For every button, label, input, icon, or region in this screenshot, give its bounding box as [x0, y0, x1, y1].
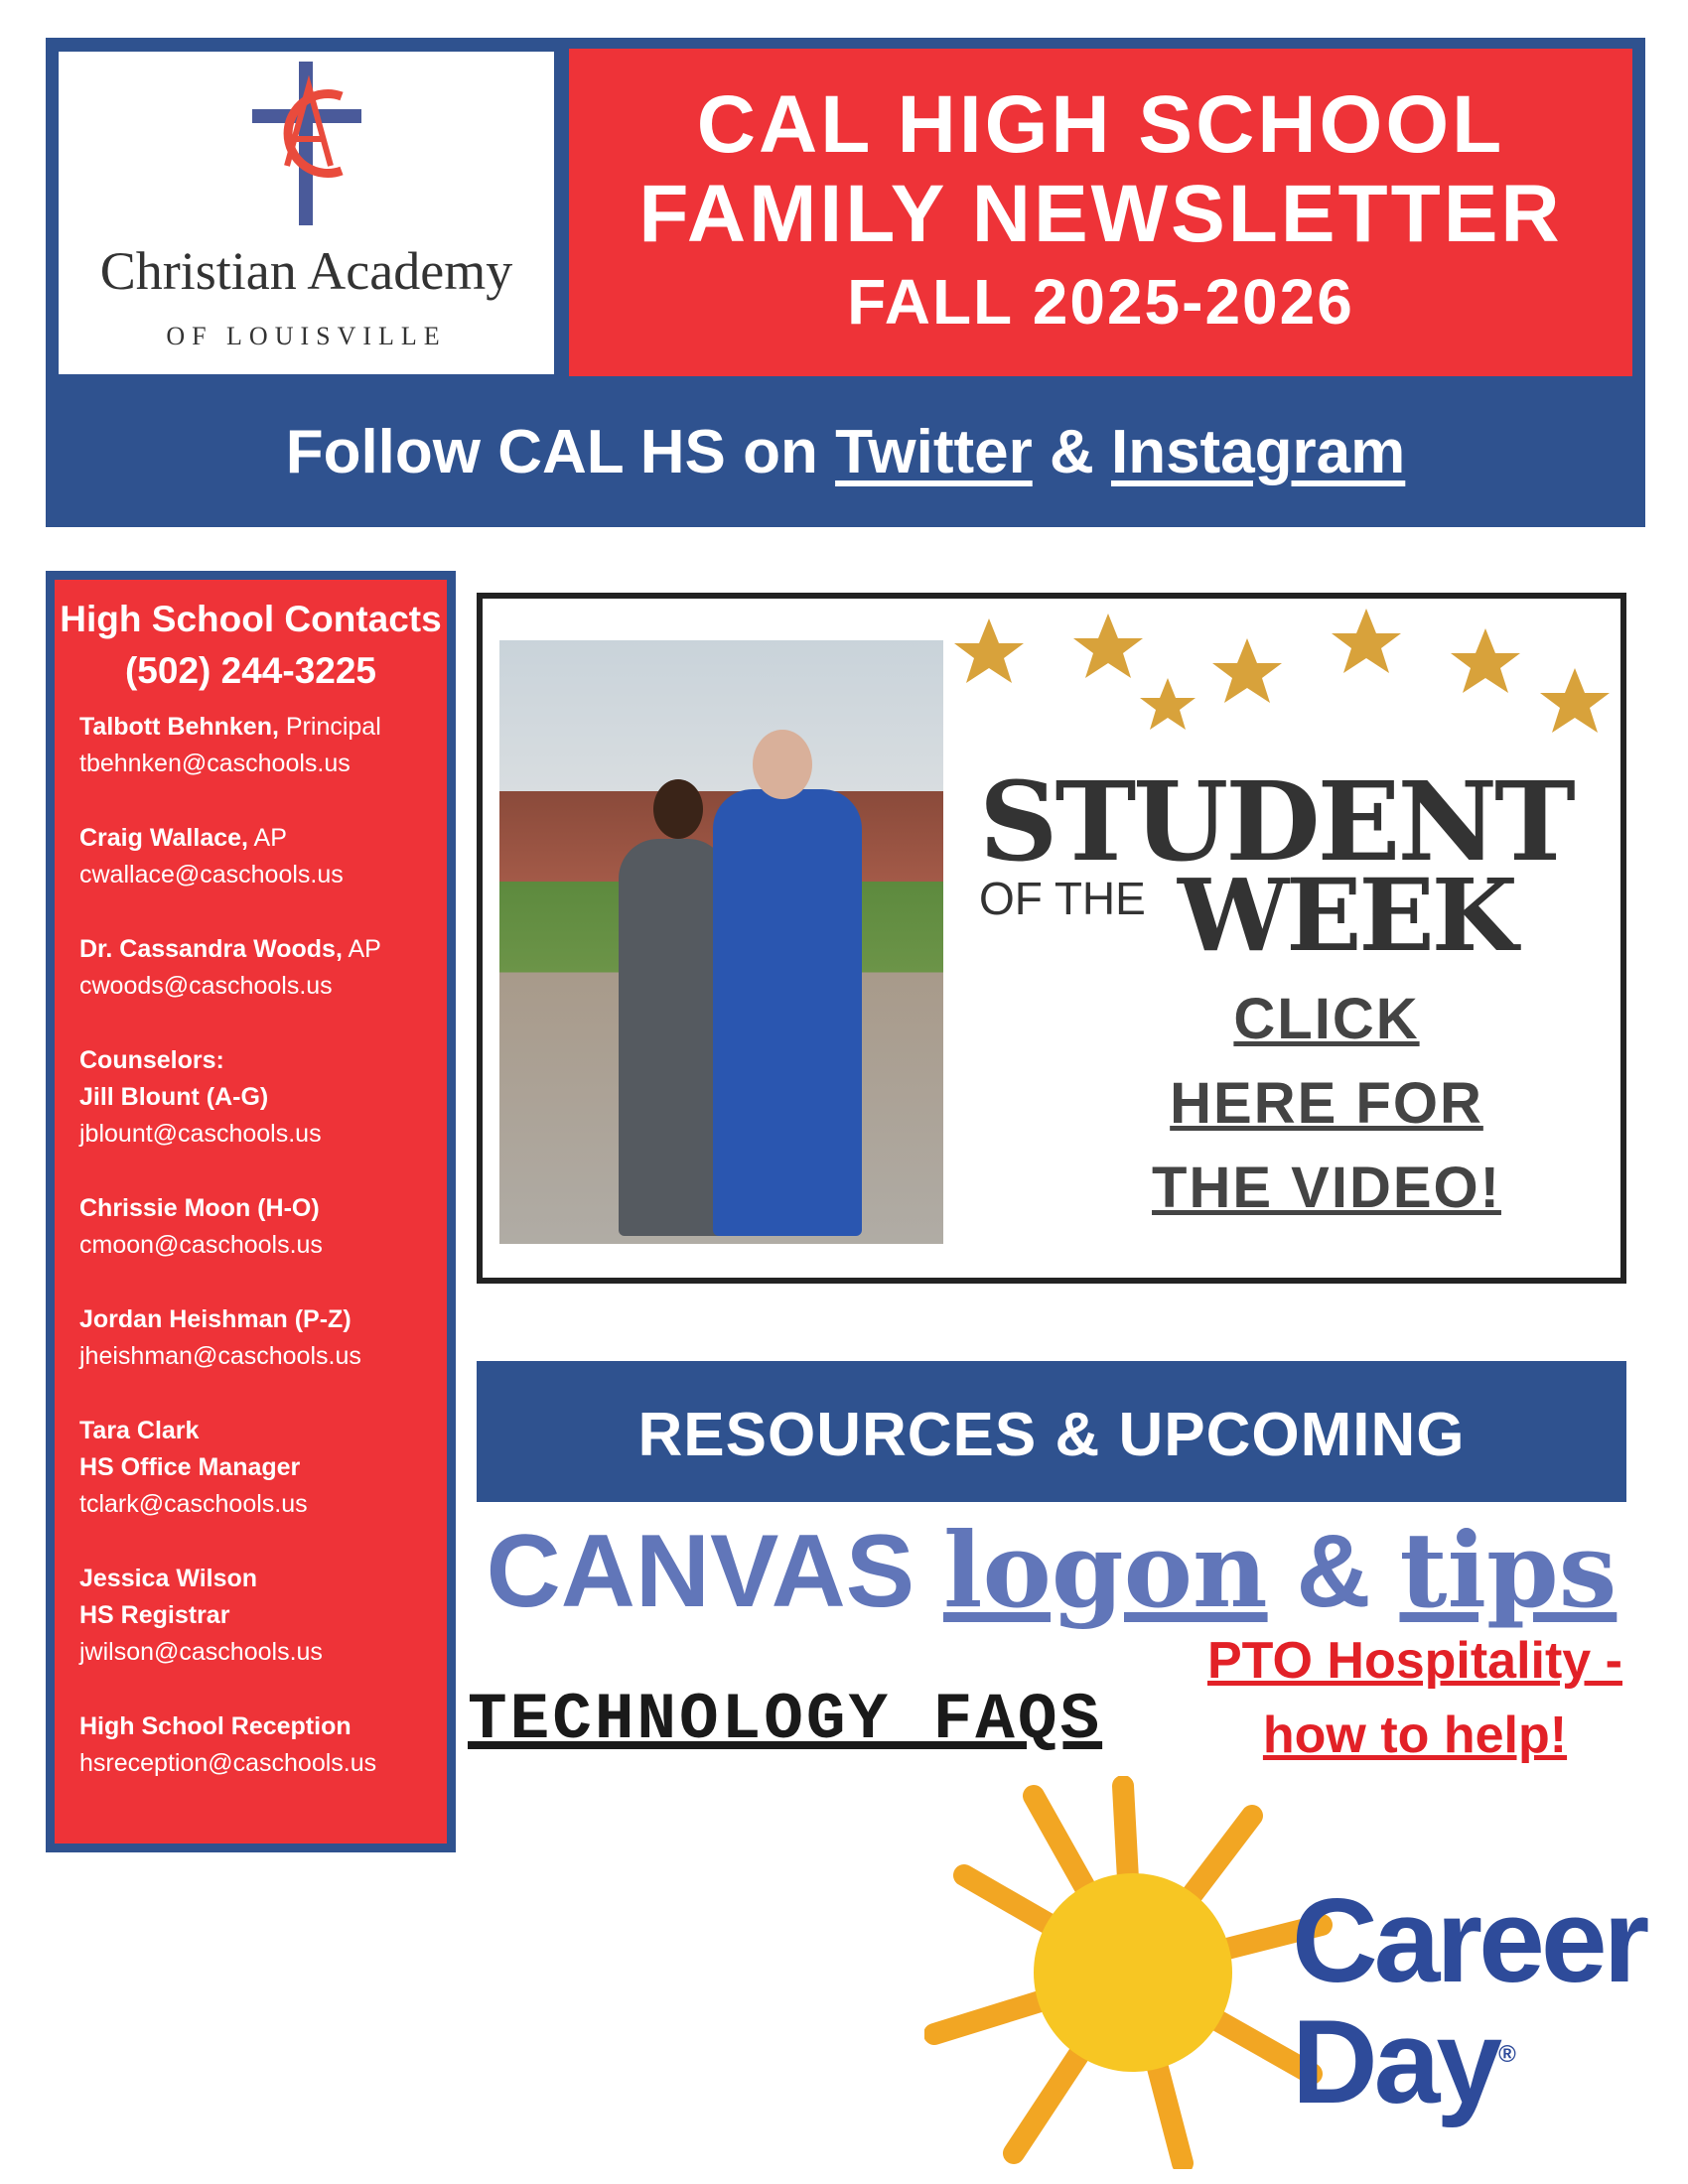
logo-subtitle: OF LOUISVILLE [166, 322, 447, 350]
contact-name: High School Reception [79, 1712, 352, 1740]
resources-heading: RESOURCES & UPCOMING [477, 1361, 1626, 1502]
contact-entry [79, 1561, 447, 1671]
contact-email[interactable]: cmoon@caschools.us [79, 1231, 323, 1259]
contact-name: Jessica Wilson [79, 1565, 258, 1592]
contacts-phone: (502) 244-3225 [124, 650, 377, 691]
of-the-text: OF THE [979, 873, 1146, 924]
contact-role: AP [342, 935, 381, 963]
canvas-tips-link[interactable]: tips [1399, 1509, 1618, 1631]
contact-name: Craig Wallace, [79, 824, 248, 852]
contacts-sidebar [46, 571, 456, 1852]
title-line-3: FALL 2025-2026 [847, 266, 1354, 338]
video-link-line-1[interactable]: CLICK [1233, 987, 1420, 1051]
contact-name: Jill Blount (A-G) [79, 1083, 269, 1111]
logo-name: Christian Academy [99, 241, 513, 301]
contact-email[interactable]: tclark@caschools.us [79, 1490, 308, 1518]
canvas-logon-link[interactable]: logon [943, 1509, 1268, 1631]
contact-role: AP [247, 824, 287, 852]
school-logo [59, 52, 554, 374]
video-link-line-2[interactable]: HERE FOR [1170, 1071, 1483, 1136]
career-day-graphic[interactable] [924, 1776, 1646, 2169]
contact-group: Counselors: [79, 1046, 224, 1074]
newsletter-title [569, 49, 1632, 376]
contact-name: Dr. Cassandra Woods, [79, 935, 343, 963]
contact-entry [79, 931, 447, 1005]
technology-faqs-link[interactable]: TECHNOLOGY FAQS [468, 1683, 1103, 1757]
contact-entry [79, 1413, 447, 1523]
day-text: Day® [1292, 1995, 1512, 2128]
contacts-heading: High School Contacts [60, 599, 442, 639]
contact-entry [79, 709, 447, 782]
contact-title: HS Office Manager [79, 1453, 301, 1481]
contact-entry [79, 1301, 447, 1375]
contact-email[interactable]: tbehnken@caschools.us [79, 750, 351, 777]
student-of-the-week[interactable] [477, 593, 1626, 1284]
pto-link-line-1[interactable]: PTO Hospitality - [1207, 1632, 1622, 1690]
contact-email[interactable]: cwallace@caschools.us [79, 861, 344, 888]
week-heading: WEEK [1178, 857, 1515, 974]
video-link-line-3[interactable]: THE VIDEO! [1152, 1156, 1501, 1220]
contact-email[interactable]: cwoods@caschools.us [79, 972, 333, 1000]
follow-text: Follow CAL HS on [285, 418, 818, 486]
instagram-link[interactable]: Instagram [1110, 418, 1406, 486]
stars-decoration-icon [949, 609, 1615, 748]
contact-name: Chrissie Moon (H-O) [79, 1194, 320, 1222]
contact-name: Talbott Behnken, [79, 713, 279, 741]
title-line-2: FAMILY NEWSLETTER [638, 169, 1563, 259]
canvas-link[interactable] [477, 1509, 1626, 1631]
contact-entry [79, 1708, 447, 1782]
pto-hospitality-link[interactable] [1201, 1624, 1628, 1773]
cross-logo-icon [247, 62, 366, 230]
contact-role: Principal [278, 713, 381, 741]
canvas-amp: & [1296, 1514, 1371, 1629]
follow-banner [46, 417, 1645, 487]
sun-icon [924, 1776, 1341, 2169]
contact-name: Jordan Heishman (P-Z) [79, 1305, 352, 1333]
contact-name: Tara Clark [79, 1417, 200, 1444]
contact-email[interactable]: jheishman@caschools.us [79, 1342, 361, 1370]
contact-email[interactable]: jwilson@caschools.us [79, 1638, 323, 1666]
student-heading: STUDENT [979, 757, 1573, 886]
canvas-text: CANVAS [486, 1514, 915, 1629]
contact-entry [79, 1042, 447, 1153]
pto-link-line-2[interactable]: how to help! [1262, 1706, 1568, 1764]
contact-entry [79, 820, 447, 893]
title-line-1: CAL HIGH SCHOOL [696, 79, 1505, 170]
contact-entry [79, 1190, 447, 1264]
twitter-link[interactable]: Twitter [835, 418, 1033, 486]
contact-email[interactable]: jblount@caschools.us [79, 1120, 322, 1148]
follow-amp: & [1049, 418, 1094, 486]
career-text: Career [1292, 1874, 1646, 2007]
student-photo [499, 640, 943, 1244]
contact-title: HS Registrar [79, 1601, 230, 1629]
contact-email[interactable]: hsreception@caschools.us [79, 1749, 377, 1777]
